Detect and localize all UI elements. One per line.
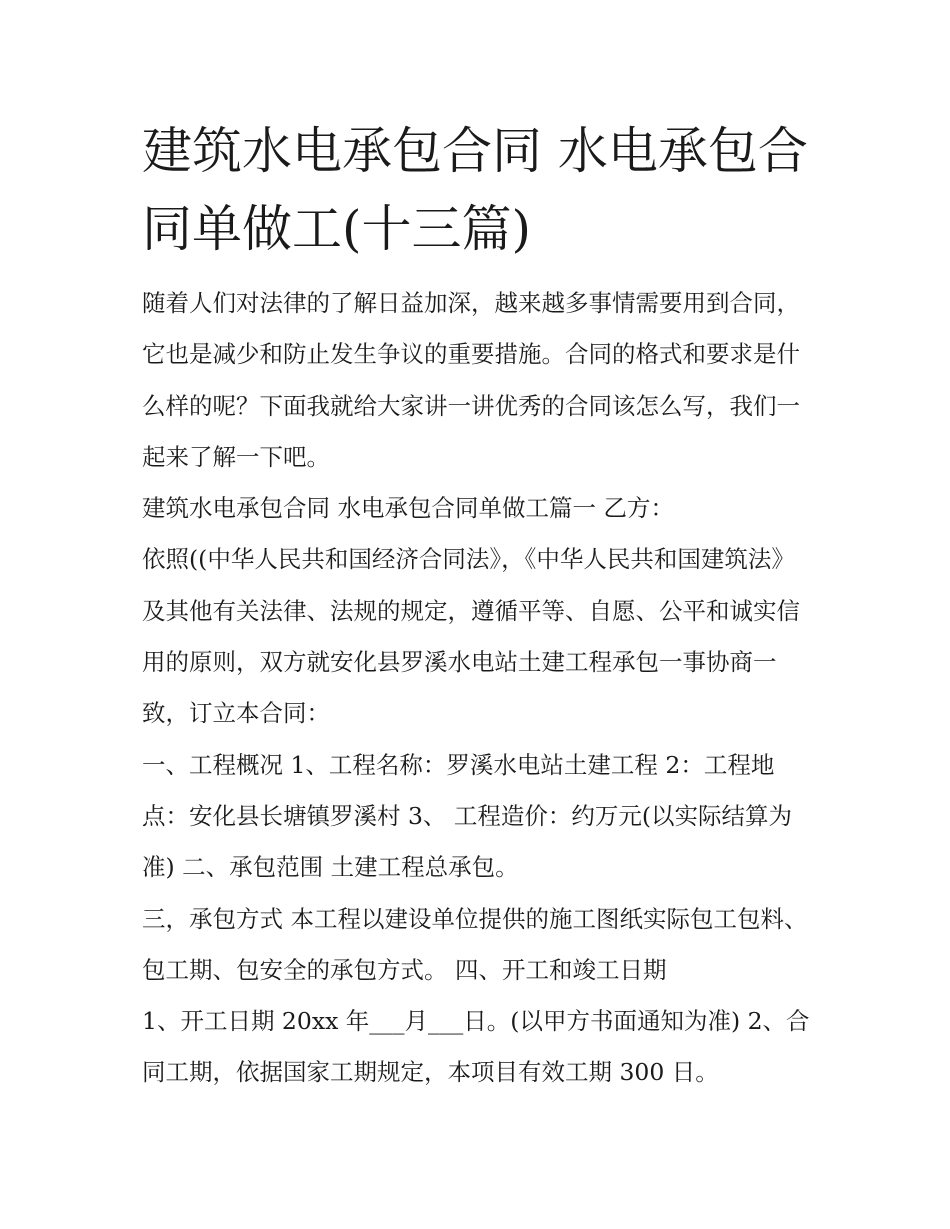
paragraph-legal-basis: 依照((中华人民共和国经济合同法》，《中华人民共和国建筑法》及其他有关法律、法规的规定，遵循平等、自愿、公平和诚实信用的原则，双方就安化县罗溪水电站土建工程承包一事协商一致，订立本合同： bbox=[142, 545, 800, 728]
document-body bbox=[142, 278, 814, 1099]
paragraph-contract-method: 三，承包方式 本工程以建设单位提供的施工图纸实际包工包料、包工期、包安全的承包方式。 四、开工和竣工日期 bbox=[142, 904, 808, 984]
paragraph-intro: 随着人们对法律的了解日益加深，越来越多事情需要用到合同，它也是减少和防止发生争议的重要措施。合同的格式和要求是什么样的呢？下面我就给大家讲一讲优秀的合同该怎么写，我们一起来了解一下吧。 bbox=[142, 289, 800, 471]
paragraph-start-date: 1、开工日期 20xx 年___月___日。(以甲方书面通知为准) 2、合同工期，依据国家工期规定，本项目有效工期 300 日。 bbox=[142, 1007, 810, 1087]
document-title: 建筑水电承包合同 水电承包合同单做工(十三篇) bbox=[142, 122, 808, 258]
paragraph-section-heading: 建筑水电承包合同 水电承包合同单做工篇一 乙方： bbox=[142, 494, 674, 523]
paragraph-project-overview: 一、工程概况 1、工程名称：罗溪水电站土建工程 2：工程地点：安化县长塘镇罗溪村 3、 工程造价：约万元(以实际结算为准) 二、承包范围 土建工程总承包。 bbox=[142, 750, 793, 882]
